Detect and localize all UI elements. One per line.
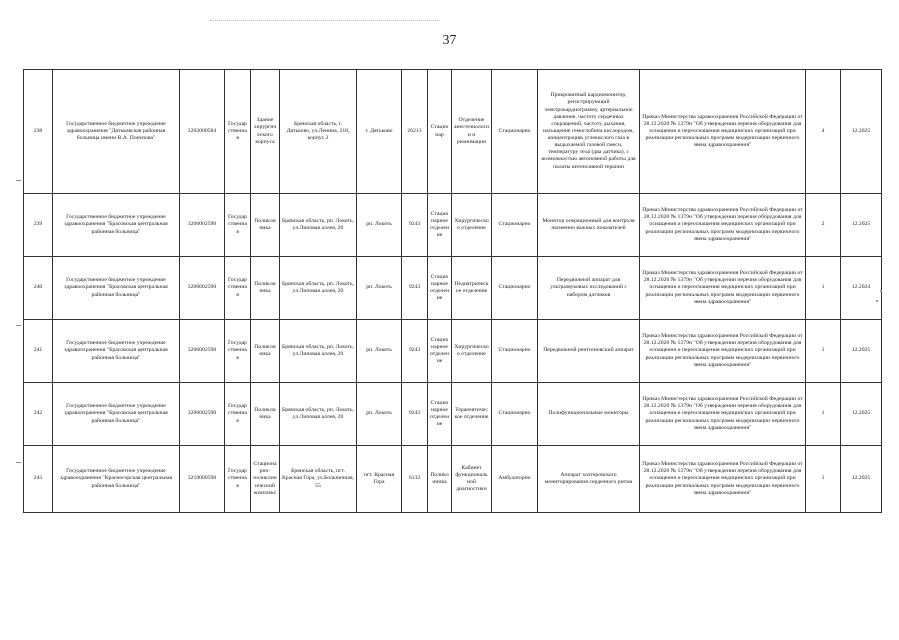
cell-legal-basis: Приказ Министерства здравоохранения Российской Федерации от 28.12.2020 № 1379н "Об утверждении перечня оборудования для оснащения и переоснащения медицинских организаций при реализации региональных программ модернизации первичного звена здравоохранения" (640, 383, 806, 446)
cell-code: 3206002590 (180, 383, 225, 446)
cell-building: Стационарно-поликлинический комплекс (251, 446, 280, 513)
margin-mark (16, 325, 21, 326)
cell-quantity: 4 (806, 70, 841, 194)
cell-organization: Государственное бюджетное учреждение здравоохранения "Брасовская центральная районная больница" (53, 257, 180, 320)
cell-conditions: Стационарно (492, 70, 538, 194)
margin-mark (16, 462, 21, 463)
cell-locality: пгт. Красная Гора (357, 446, 402, 513)
cell-care-type: Стационарное отделение (428, 320, 452, 383)
header-rule (210, 20, 440, 21)
cell-department: Хирургическое отделение (452, 194, 492, 257)
cell-legal-basis: Приказ Министерства здравоохранения Российской Федерации от 28.12.2020 № 1379н "Об утверждении перечня оборудования для оснащения и переоснащения медицинских организаций при реализации региональных программ модернизации первичного звена здравоохранения" (640, 194, 806, 257)
cell-code: 3219000590 (180, 446, 225, 513)
cell-conditions: Амбулаторно (492, 446, 538, 513)
cell-department: Отделение анестезиологии и реанимации (452, 70, 492, 194)
margin-mark (16, 180, 21, 181)
cell-date: 12.2025 (841, 70, 882, 194)
cell-equipment: Полифункциональные мониторы (538, 383, 640, 446)
cell-row-number: 238 (24, 70, 53, 194)
cell-ownership: Государственная (225, 194, 251, 257)
cell-population: 9243 (402, 194, 428, 257)
cell-locality: г. Дятьково (357, 70, 402, 194)
cell-date: 12.2025 (841, 194, 882, 257)
cell-quantity: 1 (806, 446, 841, 513)
table-row (24, 194, 882, 257)
cell-equipment: Монитор операционный для контроля жизненно важных показателей (538, 194, 640, 257)
cell-organization: Государственное бюджетное учреждение здравоохранения "Брасовская центральная районная больница" (53, 320, 180, 383)
cell-population: 9243 (402, 320, 428, 383)
cell-ownership: Государственная (225, 446, 251, 513)
table-row (24, 320, 882, 383)
cell-department: Кабинет функциональной диагностики (452, 446, 492, 513)
cell-conditions: Стационарно (492, 383, 538, 446)
cell-building: Поликлиника (251, 257, 280, 320)
cell-equipment: Аппарат холтеровского мониторирования сердечного ритма (538, 446, 640, 513)
scan-speck (880, 290, 882, 292)
cell-department: Педиатрическое отделение (452, 257, 492, 320)
cell-legal-basis: Приказ Министерства здравоохранения Российской Федерации от 28.12.2020 № 1379н "Об утверждении перечня оборудования для оснащения и переоснащения медицинских организаций при реализации региональных программ модернизации первичного звена здравоохранения" (640, 446, 806, 513)
table-body (24, 70, 882, 513)
cell-population: 6132 (402, 446, 428, 513)
cell-equipment: Прикроватный кардиомонитор, регистрирующий электрокардиограмму, артериальное давление, частоту сердечных сокращений, частоту дыхания, насыщение гемоглобина кислородом, концентрацию углекислого газа в выдыхаемой газовой смеси, температуру тела (два датчика), с возможностью автономной работы для палаты интенсивной терапии (538, 70, 640, 194)
cell-building: Поликлиника (251, 320, 280, 383)
cell-address: Брянская область, рп. Локоть, ул.Липовая аллея, 20 (280, 320, 357, 383)
cell-equipment: Передвижной рентгеновский аппарат (538, 320, 640, 383)
cell-ownership: Государственная (225, 257, 251, 320)
cell-locality: рп. Локоть (357, 194, 402, 257)
cell-ownership: Государственная (225, 70, 251, 194)
cell-row-number: 239 (24, 194, 53, 257)
cell-department: Терапевтическое отделение (452, 383, 492, 446)
page-number: 37 (442, 33, 457, 48)
cell-row-number: 240 (24, 257, 53, 320)
cell-date: 12.2024 (841, 257, 882, 320)
cell-care-type: Стационар (428, 70, 452, 194)
cell-address: Брянская область, рп. Локоть, ул.Липовая аллея, 20 (280, 257, 357, 320)
cell-address: Брянская область, пгт. Красная Гора, ул.Больничная, 55 (280, 446, 357, 513)
cell-locality: рп. Локоть (357, 383, 402, 446)
cell-ownership: Государственная (225, 320, 251, 383)
cell-building: Поликлиника (251, 194, 280, 257)
cell-conditions: Стационарно (492, 320, 538, 383)
cell-row-number: 242 (24, 383, 53, 446)
cell-row-number: 243 (24, 446, 53, 513)
cell-building: Здание хирургического корпуса (251, 70, 280, 194)
cell-address: Брянская область, рп. Локоть, ул.Липовая аллея, 20 (280, 383, 357, 446)
cell-care-type: Стационарное отделение (428, 194, 452, 257)
cell-quantity: 1 (806, 383, 841, 446)
cell-locality: рп. Локоть (357, 320, 402, 383)
scan-speck (876, 300, 878, 302)
equipment-table (23, 69, 882, 513)
cell-conditions: Стационарно (492, 194, 538, 257)
cell-legal-basis: Приказ Министерства здравоохранения Российской Федерации от 28.12.2020 № 1379н "Об утверждении перечня оборудования для оснащения и переоснащения медицинских организаций при реализации региональных программ модернизации первичного звена здравоохранения" (640, 320, 806, 383)
cell-organization: Государственное бюджетное учреждение здравоохранения "Красногорская центральная районная больница" (53, 446, 180, 513)
table-row (24, 383, 882, 446)
table-row (24, 446, 882, 513)
table-row (24, 70, 882, 194)
cell-population: 9243 (402, 257, 428, 320)
cell-population: 9243 (402, 383, 428, 446)
cell-care-type: Поликлиника (428, 446, 452, 513)
cell-address: Брянская область, г. Дятьково, ул.Ленина, 218, корпус 2 (280, 70, 357, 194)
cell-code: 3206002590 (180, 320, 225, 383)
cell-legal-basis: Приказ Министерства здравоохранения Российской Федерации от 28.12.2020 № 1379н "Об утверждении перечня оборудования для оснащения и переоснащения медицинских организаций при реализации региональных программ модернизации первичного звена здравоохранения" (640, 257, 806, 320)
cell-conditions: Стационарно (492, 257, 538, 320)
cell-quantity: 1 (806, 257, 841, 320)
cell-quantity: 2 (806, 194, 841, 257)
cell-equipment: Передвижной аппарат для ультразвуковых исследований с набором датчиков (538, 257, 640, 320)
cell-code: 3206002590 (180, 257, 225, 320)
cell-department: Хирургическое отделение (452, 320, 492, 383)
cell-organization: Государственное бюджетное учреждение здравоохранения "Брасовская центральная районная больница" (53, 383, 180, 446)
cell-care-type: Стационарное отделение (428, 257, 452, 320)
cell-code: 3206002590 (180, 194, 225, 257)
cell-date: 12.2025 (841, 446, 882, 513)
cell-date: 12.2025 (841, 320, 882, 383)
cell-care-type: Стационарное отделение (428, 383, 452, 446)
cell-row-number: 241 (24, 320, 53, 383)
cell-locality: рп. Локоть (357, 257, 402, 320)
cell-quantity: 1 (806, 320, 841, 383)
cell-legal-basis: Приказ Министерства здравоохранения Российской Федерации от 28.12.2020 № 1379н "Об утверждении перечня оборудования для оснащения и переоснащения медицинских организаций при реализации региональных программ модернизации первичного звена здравоохранения" (640, 70, 806, 194)
cell-date: 12.2025 (841, 383, 882, 446)
cell-organization: Государственное бюджетное учреждение здравоохранения "Дятьковская районная больница имени В.А. Понизова" (53, 70, 180, 194)
cell-population: 26213 (402, 70, 428, 194)
table-row (24, 257, 882, 320)
cell-building: Поликлиника (251, 383, 280, 446)
cell-code: 3202000584 (180, 70, 225, 194)
cell-organization: Государственное бюджетное учреждение здравоохранения "Брасовская центральная районная больница" (53, 194, 180, 257)
cell-ownership: Государственная (225, 383, 251, 446)
cell-address: Брянская область, рп. Локоть, ул.Липовая аллея, 20 (280, 194, 357, 257)
